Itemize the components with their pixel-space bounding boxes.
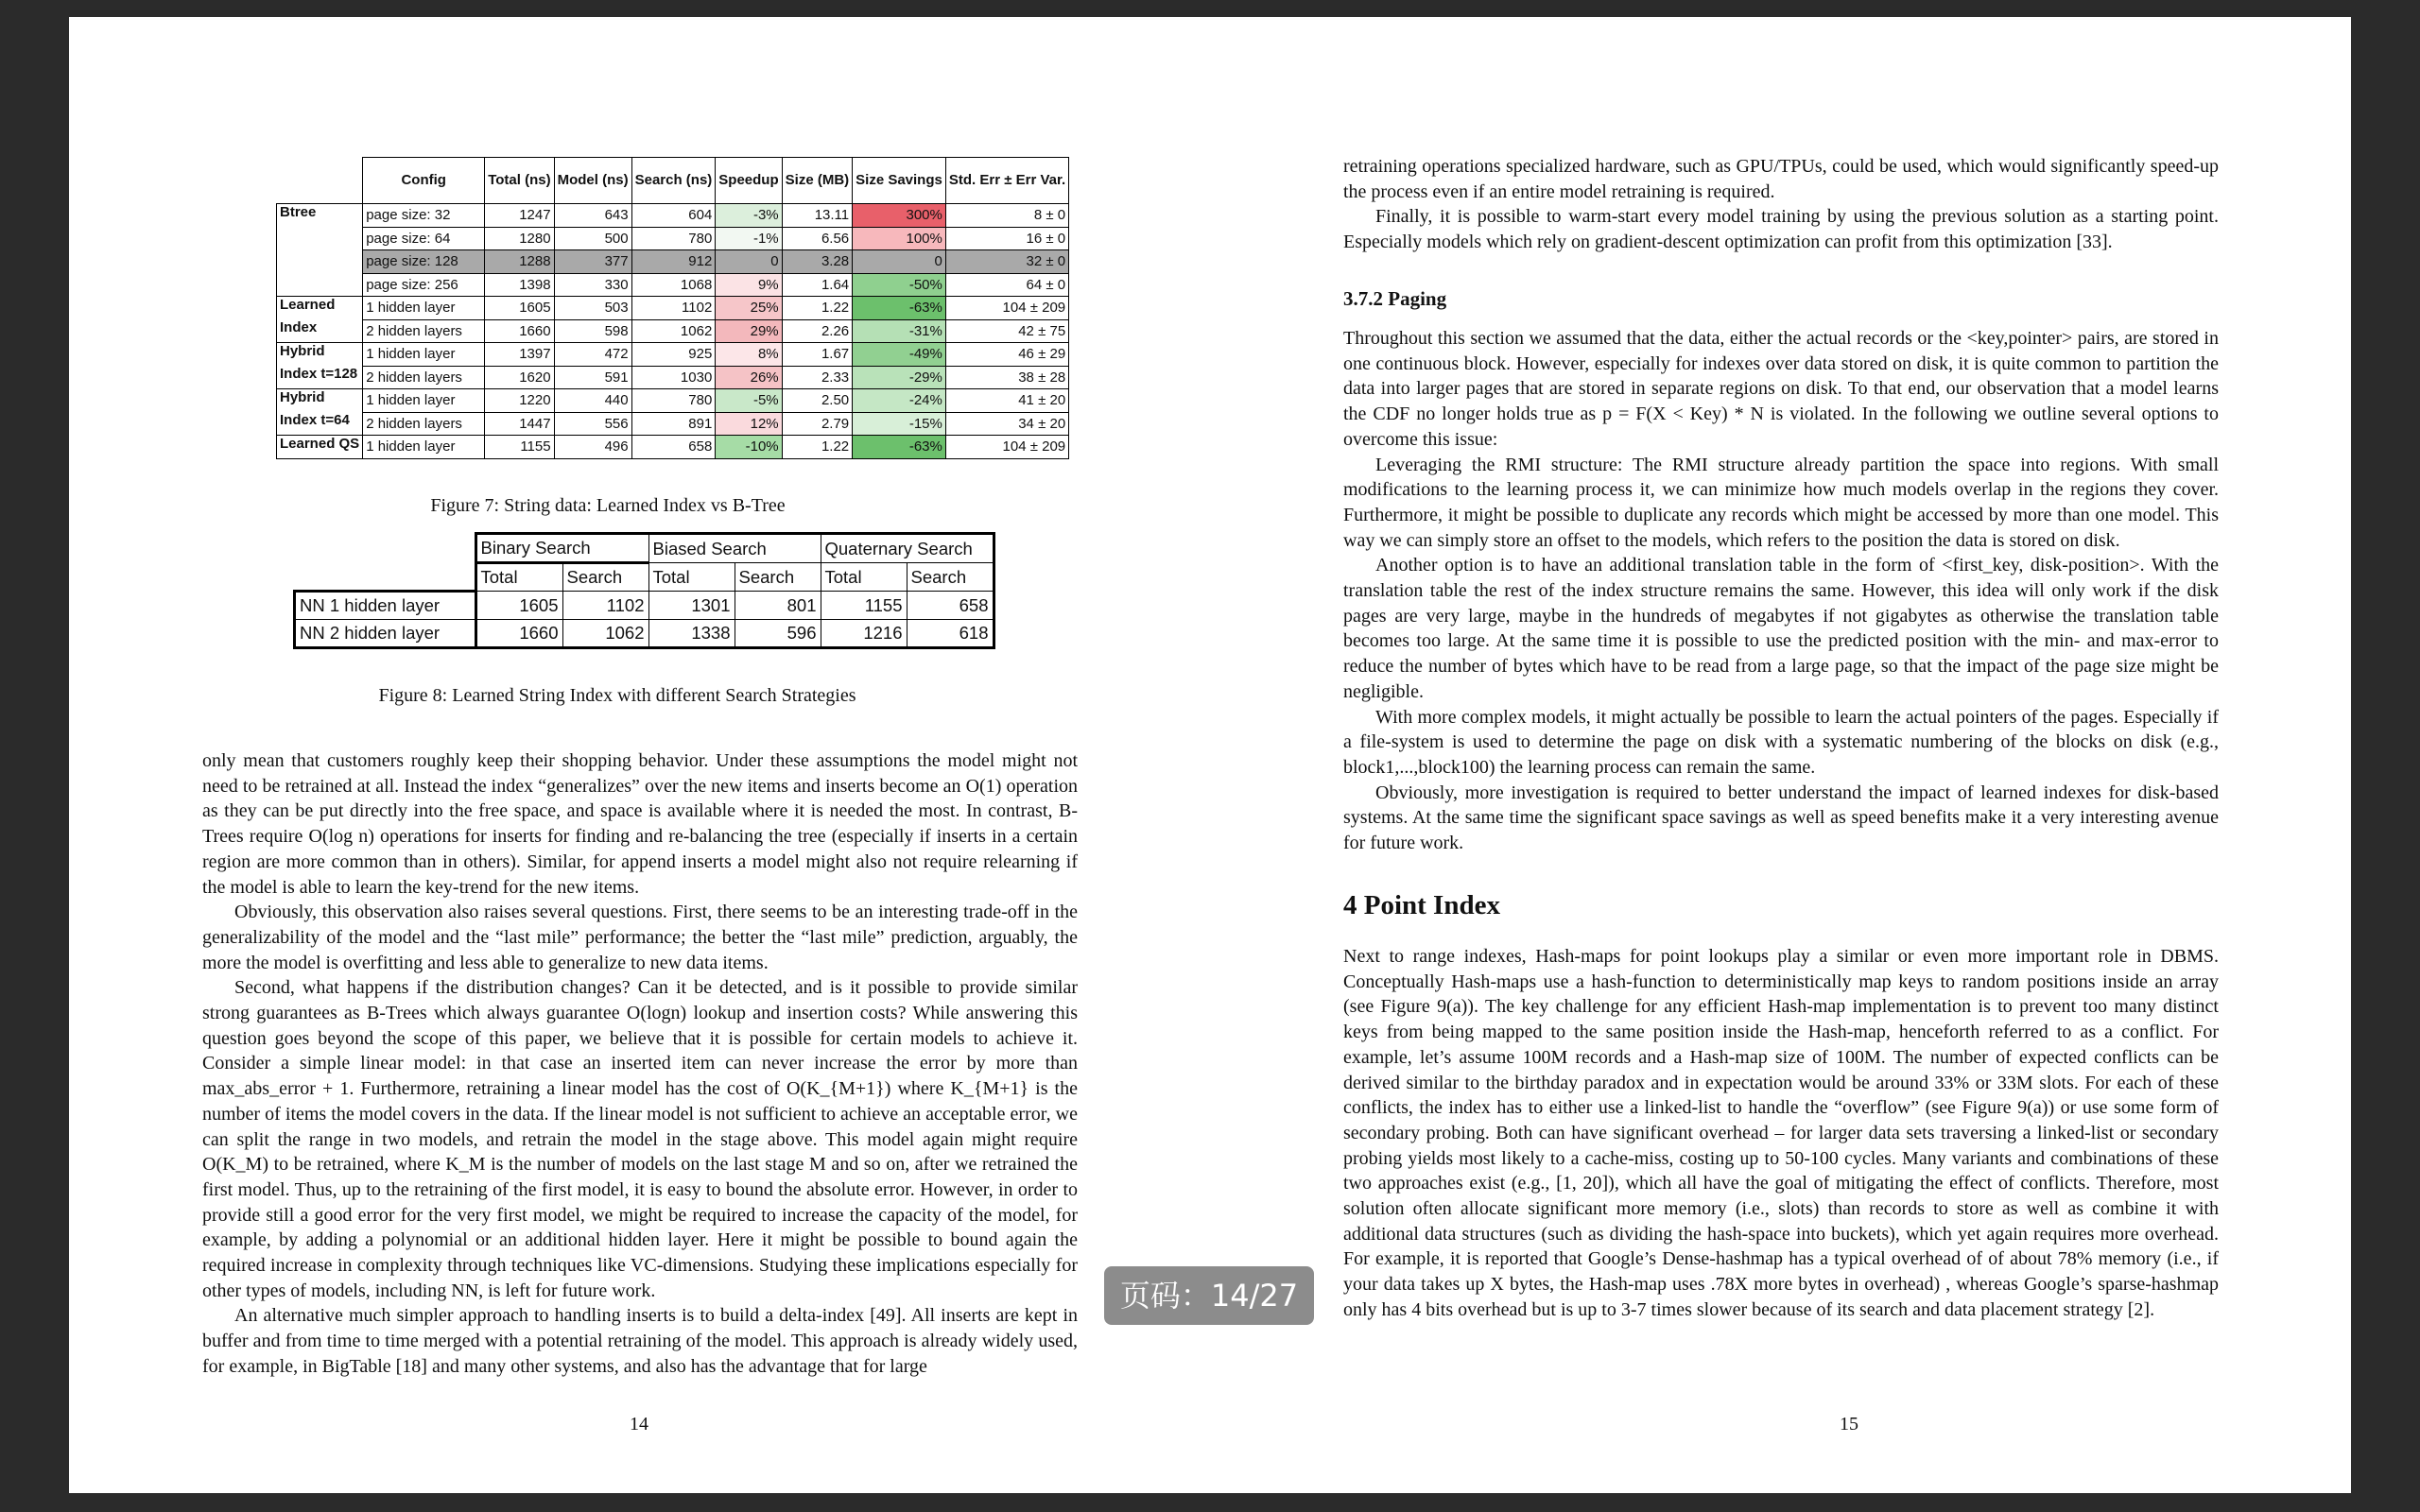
figure7-row bbox=[277, 366, 1069, 389]
figure7-group-label: Btree bbox=[277, 204, 363, 228]
figure7-cell-total: 1280 bbox=[485, 227, 554, 250]
figure7-cell-search: 912 bbox=[631, 250, 716, 274]
figure7-cell-model: 440 bbox=[554, 389, 631, 413]
figure7-cell-size: 2.33 bbox=[782, 366, 853, 389]
figure8-cell: 1062 bbox=[562, 620, 648, 648]
figure7-cell-err: 41 ± 20 bbox=[945, 389, 1068, 413]
figure7-cell-config: page size: 64 bbox=[363, 227, 485, 250]
figure7-cell-speedup: 0 bbox=[716, 250, 782, 274]
paragraph: Second, what happens if the distribution changes? Can it be detected, and is it possible to provide similar strong guarantees as B-Trees which always guarantee O(logn) lookup and insertion costs? While answering this question goes beyond the scope of this paper, we believe that it is possible for certain models to achieve it. Consider a simple linear model: in that case an inserted item can never increase the error by more than max_abs_error + 1. Furthermore, retraining a linear model has the cost of O(K_{M+1}) where K_{M+1} is the number of items the model covers in the data. If the linear model is not sufficient to achieve an acceptable error, we can split the range in two models, and retrain the model in the stage above. This model again might require O(K_M) to be retrained, where K_M is the number of models on the last stage M and so on, after we retrained the first model. Thus, up to the retraining of the first model, it is easy to bound the absolute error. However, in order to provide still a good error for the very first model, we might be required to increase the capacity of the model, for example, by adding a polynomial or an additional hidden layer. Here it might be possible to bound again the required increase in complexity through techniques like VC-dimensions. Studying these implications especially for other types of models, including NN, is left for future work. bbox=[202, 977, 1078, 1301]
figure7-cell-size: 1.22 bbox=[782, 297, 853, 320]
figure8-subheader: Total bbox=[821, 563, 907, 592]
figure7-cell-savings: -49% bbox=[853, 343, 946, 367]
figure7-group-label bbox=[277, 227, 363, 250]
figure7-cell-speedup: 12% bbox=[716, 412, 782, 436]
figure7-caption: Figure 7: String data: Learned Index vs B-Tree bbox=[430, 495, 786, 516]
figure8-subheader: Total bbox=[475, 563, 562, 592]
figure7-cell-savings: 0 bbox=[853, 250, 946, 274]
figure7-cell-savings: -15% bbox=[853, 412, 946, 436]
figure8-group-header: Biased Search bbox=[648, 534, 821, 563]
figure7-cell-search: 1030 bbox=[631, 366, 716, 389]
figure7-cell-config: 2 hidden layers bbox=[363, 366, 485, 389]
figure8-subheader-row bbox=[295, 563, 994, 592]
figure8-group-header: Binary Search bbox=[475, 534, 648, 563]
figure7-row bbox=[277, 297, 1069, 320]
figure7-cell-total: 1155 bbox=[485, 436, 554, 459]
figure7-cell-speedup: -10% bbox=[716, 436, 782, 459]
figure8-cell: 1660 bbox=[475, 620, 562, 648]
paging-text bbox=[1343, 326, 2219, 856]
figure7-cell-search: 925 bbox=[631, 343, 716, 367]
figure7-cell-size: 13.11 bbox=[782, 204, 853, 228]
left-body-text bbox=[202, 748, 1078, 1380]
figure7-cell-err: 64 ± 0 bbox=[945, 273, 1068, 297]
figure7-cell-model: 377 bbox=[554, 250, 631, 274]
figure8-cell: 658 bbox=[907, 592, 994, 620]
paragraph: With more complex models, it might actually be possible to learn the actual pointers of the pages. Especially if a file-system is used to determine the page on disk with a systematic numbering of the blocks on disk (e.g., block1,...,block100) the learning process can remain the same. bbox=[1343, 706, 2219, 778]
figure7-cell-err: 46 ± 29 bbox=[945, 343, 1068, 367]
figure7-cell-total: 1397 bbox=[485, 343, 554, 367]
figure7-group-label: Index bbox=[277, 319, 363, 343]
figure7-cell-speedup: 26% bbox=[716, 366, 782, 389]
figure7-cell-model: 643 bbox=[554, 204, 631, 228]
figure7-cell-size: 1.67 bbox=[782, 343, 853, 367]
figure7-cell-size: 6.56 bbox=[782, 227, 853, 250]
section-title: 4 Point Index bbox=[1343, 890, 1500, 920]
figure7-header: Size (MB) bbox=[782, 158, 853, 204]
paragraph: Finally, it is possible to warm-start every model training by using the previous solution as a starting point. Especially models which rely on gradient-descent optimization can profit from this optimization [33]. bbox=[1343, 206, 2219, 253]
figure8-row bbox=[295, 620, 994, 648]
point-index-text bbox=[1343, 944, 2219, 1323]
figure8-cell: 1102 bbox=[562, 592, 648, 620]
figure8-subheader: Total bbox=[648, 563, 735, 592]
figure8-cell: 1605 bbox=[475, 592, 562, 620]
figure7-cell-size: 2.50 bbox=[782, 389, 853, 413]
figure7-row bbox=[277, 204, 1069, 228]
paragraph: Throughout this section we assumed that the data, either the actual records or the <key,pointer> pairs, are stored in one continuous block. However, especially for indexes over data stored on disk, it is quite common to partition the data into larger pages that are stored in separate regions on disk. To that end, our observation that a model learns the CDF no longer holds true as p = F(X < Key) * N is violated. In the following we outline several options to overcome this issue: bbox=[1343, 328, 2219, 450]
figure7-cell-config: 2 hidden layers bbox=[363, 319, 485, 343]
figure8-cell: 1301 bbox=[648, 592, 735, 620]
figure7-cell-config: 1 hidden layer bbox=[363, 389, 485, 413]
figure7-cell-savings: -50% bbox=[853, 273, 946, 297]
figure7-cell-search: 1102 bbox=[631, 297, 716, 320]
figure8-subheader: Search bbox=[735, 563, 821, 592]
figure7-cell-config: 1 hidden layer bbox=[363, 436, 485, 459]
figure7-cell-total: 1220 bbox=[485, 389, 554, 413]
figure7-cell-total: 1660 bbox=[485, 319, 554, 343]
figure7-cell-search: 780 bbox=[631, 227, 716, 250]
figure7-group-label: Index t=64 bbox=[277, 412, 363, 436]
figure7-cell-savings: -63% bbox=[853, 436, 946, 459]
figure7-cell-err: 16 ± 0 bbox=[945, 227, 1068, 250]
figure7-cell-total: 1605 bbox=[485, 297, 554, 320]
figure7-header: Config bbox=[363, 158, 485, 204]
figure7-row bbox=[277, 436, 1069, 459]
paragraph: Obviously, this observation also raises several questions. First, there seems to be an interesting trade-off in the generalizability of the model and the “last mile” performance; the better the “last mile” prediction, arguably, the more the model is overfitting and less able to generalize to new data items. bbox=[202, 902, 1078, 973]
figure7-cell-model: 500 bbox=[554, 227, 631, 250]
figure7-cell-savings: 300% bbox=[853, 204, 946, 228]
figure7-header: Model (ns) bbox=[554, 158, 631, 204]
right-top-text bbox=[1343, 154, 2219, 255]
figure7-cell-total: 1398 bbox=[485, 273, 554, 297]
figure7-cell-speedup: 8% bbox=[716, 343, 782, 367]
figure7-group-label: Learned QS bbox=[277, 436, 363, 459]
figure7-cell-total: 1447 bbox=[485, 412, 554, 436]
paragraph: Obviously, more investigation is required to better understand the impact of learned indexes for disk-based systems. At the same time the significant space savings as well as speed benefits make it a very interesting avenue for future work. bbox=[1343, 782, 2219, 854]
figure7-cell-speedup: -1% bbox=[716, 227, 782, 250]
page-number: 15 bbox=[1840, 1414, 1858, 1435]
figure8-row bbox=[295, 592, 994, 620]
figure7-header: Total (ns) bbox=[485, 158, 554, 204]
figure8-cell: 1155 bbox=[821, 592, 907, 620]
figure8-cell: 1216 bbox=[821, 620, 907, 648]
figure7-cell-size: 3.28 bbox=[782, 250, 853, 274]
paragraph: Another option is to have an additional translation table in the form of <first_key, disk-position>. With the translation table the rest of the index structure remains the same. However, this idea will only work if the disk pages are very large, maybe in the hundreds of megabytes if not gigabytes as otherwise the translation table becomes too large. At the same time it is possible to use the predicted position with the min- and max-error to reduce the number of bytes which have to be read from a large page, so that the impact of the page size might be negligible. bbox=[1343, 555, 2219, 702]
figure7-cell-err: 34 ± 20 bbox=[945, 412, 1068, 436]
figure7-row bbox=[277, 273, 1069, 297]
figure7-cell-model: 472 bbox=[554, 343, 631, 367]
figure7-cell-speedup: 9% bbox=[716, 273, 782, 297]
figure7-cell-size: 1.64 bbox=[782, 273, 853, 297]
page-15 bbox=[1210, 17, 2351, 1493]
figure8-group-row bbox=[295, 534, 994, 563]
figure7-cell-config: 2 hidden layers bbox=[363, 412, 485, 436]
figure8-table bbox=[293, 532, 995, 649]
figure8-group-header: Quaternary Search bbox=[821, 534, 994, 563]
figure7-group-label: Hybrid bbox=[277, 343, 363, 367]
figure8-cell: 618 bbox=[907, 620, 994, 648]
figure7-cell-search: 604 bbox=[631, 204, 716, 228]
figure7-row bbox=[277, 412, 1069, 436]
figure7-group-label: Hybrid bbox=[277, 389, 363, 413]
figure7-cell-size: 2.79 bbox=[782, 412, 853, 436]
paragraph: Next to range indexes, Hash-maps for point lookups play a similar or even more important role in DBMS. Conceptually Hash-maps use a hash-function to deterministically map keys to random positions inside an array (see Figure 9(a)). The key challenge for any efficient Hash-map implementation is to prevent too many distinct keys from being mapped to the same position inside the Hash-map, henceforth referred to as a conflict. For example, let’s assume 100M records and a Hash-map size of 100M. The number of expected conflicts can be derived similar to the birthday paradox and in expectation would be around 33% or 33M slots. For each of these conflicts, the index has to either use a linked-list to handle the “overflow” (see Figure 9(a)) or use some form of secondary probing. Both can have significant overhead – for larger data sets traversing a linked-list or secondary probing yields most likely to a cache-miss, costing up to 50-100 cycles. Many variants and combinations of these two approaches exist (e.g., [1, 20]), which all have the goal of mitigating the effect of conflicts. Therefore, most solution often allocate significant more memory (i.e., slots) than records to store as well as combine it with additional data structures (such as dividing the hash-space into buckets), which yet again requires more overhead. For example, it is reported that Google’s Dense-hashmap has a typical overhead of of about 78% memory (i.e., if your data takes up X bytes, the Hash-map uses .78X more bytes in overhead) , whereas Google’s sparse-hashmap only has 4 bits overhead but is up to 3-7 times slower because of its search and data placement strategy [2]. bbox=[1343, 946, 2219, 1320]
figure7-cell-savings: -63% bbox=[853, 297, 946, 320]
figure8-cell: 801 bbox=[735, 592, 821, 620]
subsection-title: 3.7.2 Paging bbox=[1343, 287, 1447, 310]
figure8-caption: Figure 8: Learned String Index with different Search Strategies bbox=[378, 685, 856, 706]
figure8-subheader: Search bbox=[562, 563, 648, 592]
figure7-cell-config: page size: 32 bbox=[363, 204, 485, 228]
page-14 bbox=[69, 17, 1210, 1493]
figure7-cell-search: 658 bbox=[631, 436, 716, 459]
figure7-cell-err: 104 ± 209 bbox=[945, 297, 1068, 320]
figure7-cell-search: 1062 bbox=[631, 319, 716, 343]
figure7-cell-err: 8 ± 0 bbox=[945, 204, 1068, 228]
figure7-cell-err: 42 ± 75 bbox=[945, 319, 1068, 343]
figure7-row bbox=[277, 227, 1069, 250]
figure7-cell-savings: 100% bbox=[853, 227, 946, 250]
figure7-cell-model: 556 bbox=[554, 412, 631, 436]
figure7-cell-speedup: -3% bbox=[716, 204, 782, 228]
figure7-header: Speedup bbox=[716, 158, 782, 204]
figure7-header: Std. Err ± Err Var. bbox=[945, 158, 1068, 204]
figure7-cell-search: 780 bbox=[631, 389, 716, 413]
figure7-cell-search: 1068 bbox=[631, 273, 716, 297]
page-indicator-badge: 页码：14/27 bbox=[1104, 1266, 1314, 1325]
figure7-cell-config: 1 hidden layer bbox=[363, 297, 485, 320]
figure7-cell-speedup: 25% bbox=[716, 297, 782, 320]
figure7-row bbox=[277, 343, 1069, 367]
figure7-cell-speedup: 29% bbox=[716, 319, 782, 343]
figure7-cell-savings: -31% bbox=[853, 319, 946, 343]
figure8-cell: 596 bbox=[735, 620, 821, 648]
figure7-cell-total: 1247 bbox=[485, 204, 554, 228]
figure7-group-label: Learned bbox=[277, 297, 363, 320]
figure7-cell-err: 32 ± 0 bbox=[945, 250, 1068, 274]
figure7-cell-savings: -24% bbox=[853, 389, 946, 413]
paragraph: An alternative much simpler approach to handling inserts is to build a delta-index [49]. All inserts are kept in buffer and from time to time merged with a potential retraining of the model. This approach is already widely used, for example, in BigTable [18] and many other systems, and also has the advantage that for large bbox=[202, 1305, 1078, 1377]
paragraph: retraining operations specialized hardware, such as GPU/TPUs, could be used, which would significantly speed-up the process even if an entire model retraining is required. bbox=[1343, 156, 2219, 202]
figure8-row-label: NN 2 hidden layer bbox=[295, 620, 476, 648]
figure7-cell-model: 598 bbox=[554, 319, 631, 343]
figure7-row bbox=[277, 319, 1069, 343]
figure7-header-row bbox=[277, 158, 1069, 204]
figure8-cell: 1338 bbox=[648, 620, 735, 648]
figure7-header: Search (ns) bbox=[631, 158, 716, 204]
figure7-cell-search: 891 bbox=[631, 412, 716, 436]
figure7-cell-config: page size: 128 bbox=[363, 250, 485, 274]
figure7-table bbox=[276, 157, 1069, 459]
figure7-group-label bbox=[277, 250, 363, 274]
figure7-cell-speedup: -5% bbox=[716, 389, 782, 413]
page-number: 14 bbox=[630, 1414, 648, 1435]
figure8-row-label: NN 1 hidden layer bbox=[295, 592, 476, 620]
figure7-cell-config: 1 hidden layer bbox=[363, 343, 485, 367]
figure7-cell-model: 330 bbox=[554, 273, 631, 297]
figure7-cell-model: 496 bbox=[554, 436, 631, 459]
paragraph: only mean that customers roughly keep their shopping behavior. Under these assumptions the model might not need to be retrained at all. Instead the index “generalizes” over the new items and inserts become an O(1) operation as they can be put directly into the free space, and space is available where it is needed the most. In contrast, B-Trees require O(log n) operations for inserts for finding and re-balancing the tree (especially if inserts in a certain region are more common than in others). Similar, for append inserts a model might also not require relearning if the model is able to learn the key-trend for the new items. bbox=[202, 750, 1078, 898]
figure7-cell-total: 1288 bbox=[485, 250, 554, 274]
figure7-cell-err: 38 ± 28 bbox=[945, 366, 1068, 389]
figure7-cell-model: 503 bbox=[554, 297, 631, 320]
paragraph: Leveraging the RMI structure: The RMI structure already partition the space into regions. With small modifications to the learning process it, we can minimize how much models overlap in the regions they cover. Furthermore, it might be possible to duplicate any records which might be accessed by more than one model. This way we can simply store an offset to the models, which refers to the position the data is stored on disk. bbox=[1343, 454, 2219, 551]
figure7-group-label: Index t=128 bbox=[277, 366, 363, 389]
figure7-header: Size Savings bbox=[853, 158, 946, 204]
figure7-group-label bbox=[277, 273, 363, 297]
figure7-cell-total: 1620 bbox=[485, 366, 554, 389]
figure7-row bbox=[277, 250, 1069, 274]
figure7-cell-size: 2.26 bbox=[782, 319, 853, 343]
figure7-cell-err: 104 ± 209 bbox=[945, 436, 1068, 459]
figure7-row bbox=[277, 389, 1069, 413]
figure8-subheader: Search bbox=[907, 563, 994, 592]
figure7-cell-size: 1.22 bbox=[782, 436, 853, 459]
figure7-cell-config: page size: 256 bbox=[363, 273, 485, 297]
figure7-cell-savings: -29% bbox=[853, 366, 946, 389]
figure7-cell-model: 591 bbox=[554, 366, 631, 389]
